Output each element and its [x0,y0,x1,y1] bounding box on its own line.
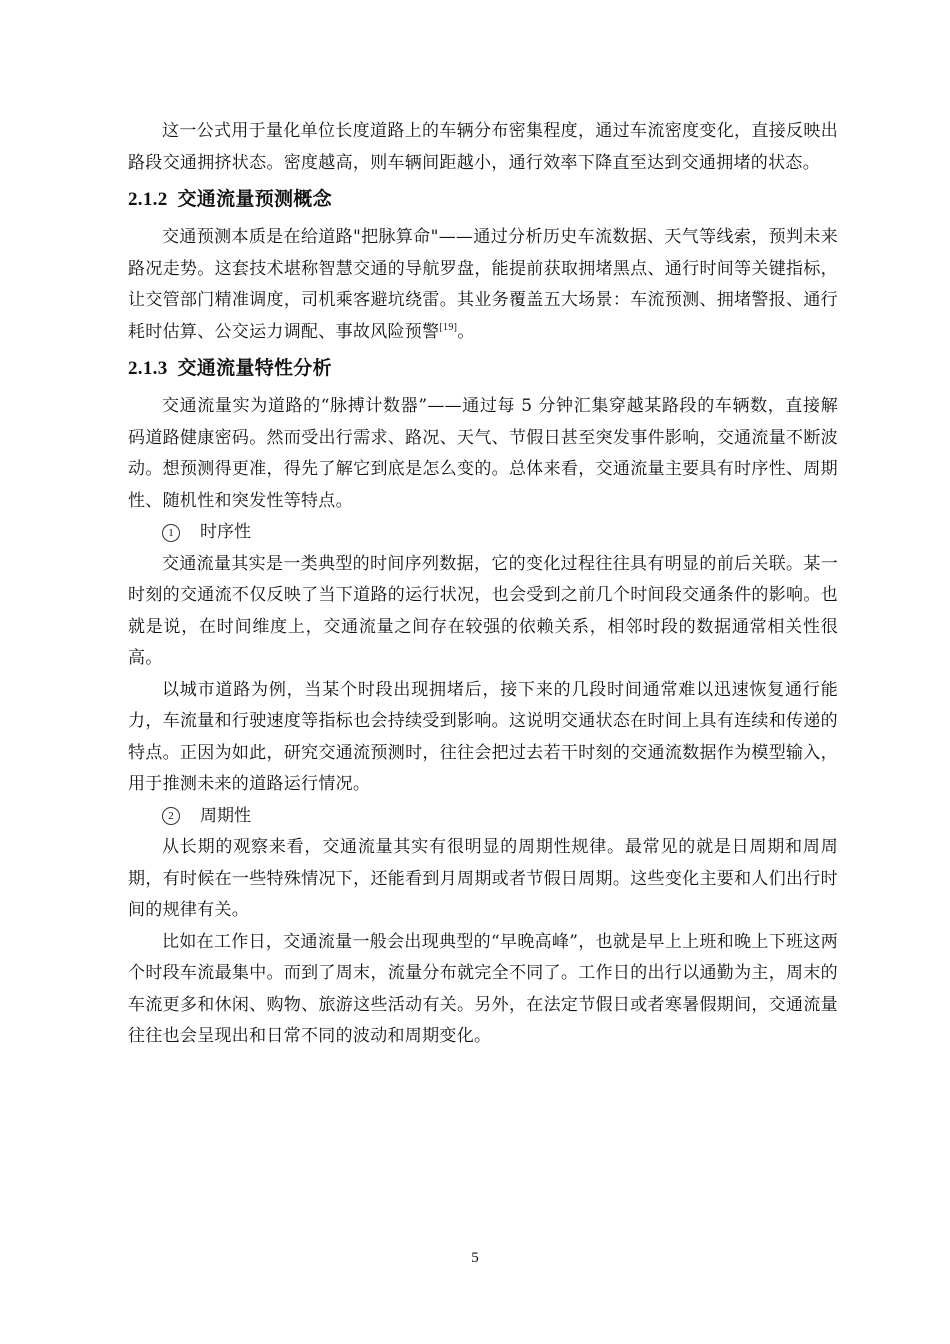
document-body [128,116,838,1053]
paragraph-text: 交通预测本质是在给道路"把脉算命"——通过分析历史车流数据、天气等线索，预判未来路况走势。这套技术堪称智慧交通的导航罗盘，能提前获取拥堵黑点、通行时间等关键指标，让交管部门精准调度，司机乘客避坑绕雷。其业务覆盖五大场景：车流预测、拥堵警报、通行耗时估算、公交运力调配、事故风险预警 [128,227,838,342]
periodic-paragraph-1: 从长期的观察来看，交通流量其实有很明显的周期性规律。最常见的就是日周期和周周期，有时候在一些特殊情况下，还能看到月周期或者节假日周期。这些变化主要和人们出行时间的规律有关。 [128,837,838,920]
periodic-paragraph-2: 比如在工作日，交通流量一般会出现典型的“早晚高峰”，也就是早上上班和晚上下班这两个时段车流最集中。而到了周末，流量分布就完全不同了。工作日的出行以通勤为主，周末的车流更多和休闲、购物、旅游这些活动有关。另外，在法定节假日或者寒暑假期间，交通流量往往也会呈现出和日常不同的波动和周期变化。 [128,931,838,1046]
page-number: 5 [471,1250,479,1266]
section-number: 2.1.3 [128,358,168,379]
section-number: 2.1.2 [128,189,168,210]
section-heading-2-1-2 [128,185,838,214]
circled-number-2: 2 [162,807,180,825]
section-2-1-2-paragraph [128,222,838,348]
list-item-label: 周期性 [200,805,251,826]
temporal-paragraph-1: 交通流量其实是一类典型的时间序列数据，它的变化过程往往具有明显的前后关联。某一时刻的交通流不仅反映了当下道路的运行状况，也会受到之前几个时间段交通条件的影响。也就是说，在时间维度上，交通流量之间存在较强的依赖关系，相邻时段的数据通常相关性很高。 [128,553,838,668]
section-title: 交通流量预测概念 [177,188,332,210]
section-heading-2-1-3 [128,354,838,383]
section-title: 交通流量特性分析 [177,357,332,379]
list-item-periodic [128,801,838,833]
temporal-paragraph-2: 以城市道路为例，当某个时段出现拥堵后，接下来的几段时间通常难以迅速恢复通行能力，车流量和行驶速度等指标也会持续受到影响。这说明交通状态在时间上具有连续和传递的特点。正因为如此，研究交通流预测时，往往会把过去若干时刻的交通流数据作为模型输入，用于推测未来的道路运行情况。 [128,679,838,794]
circled-number-1: 1 [162,524,180,542]
intro-paragraph: 这一公式用于量化单位长度道路上的车辆分布密集程度，通过车流密度变化，直接反映出路段交通拥挤状态。密度越高，则车辆间距越小，通行效率下降直至达到交通拥堵的状态。 [128,121,838,173]
paragraph-end: 。 [457,321,475,342]
list-item-label: 时序性 [200,522,251,542]
section-2-1-3-paragraph: 交通流量实为道路的“脉搏计数器”——通过每 5 分钟汇集穿越某路段的车辆数，直接解码道路健康密码。然而受出行需求、路况、天气、节假日甚至突发事件影响，交通流量不断波动。想预测得更准，得先了解它到底是怎么变的。总体来看，交通流量主要具有时序性、周期性、随机性和突发性等特点。 [128,396,838,511]
citation: [19] [439,321,458,333]
list-item-temporal [128,517,838,549]
